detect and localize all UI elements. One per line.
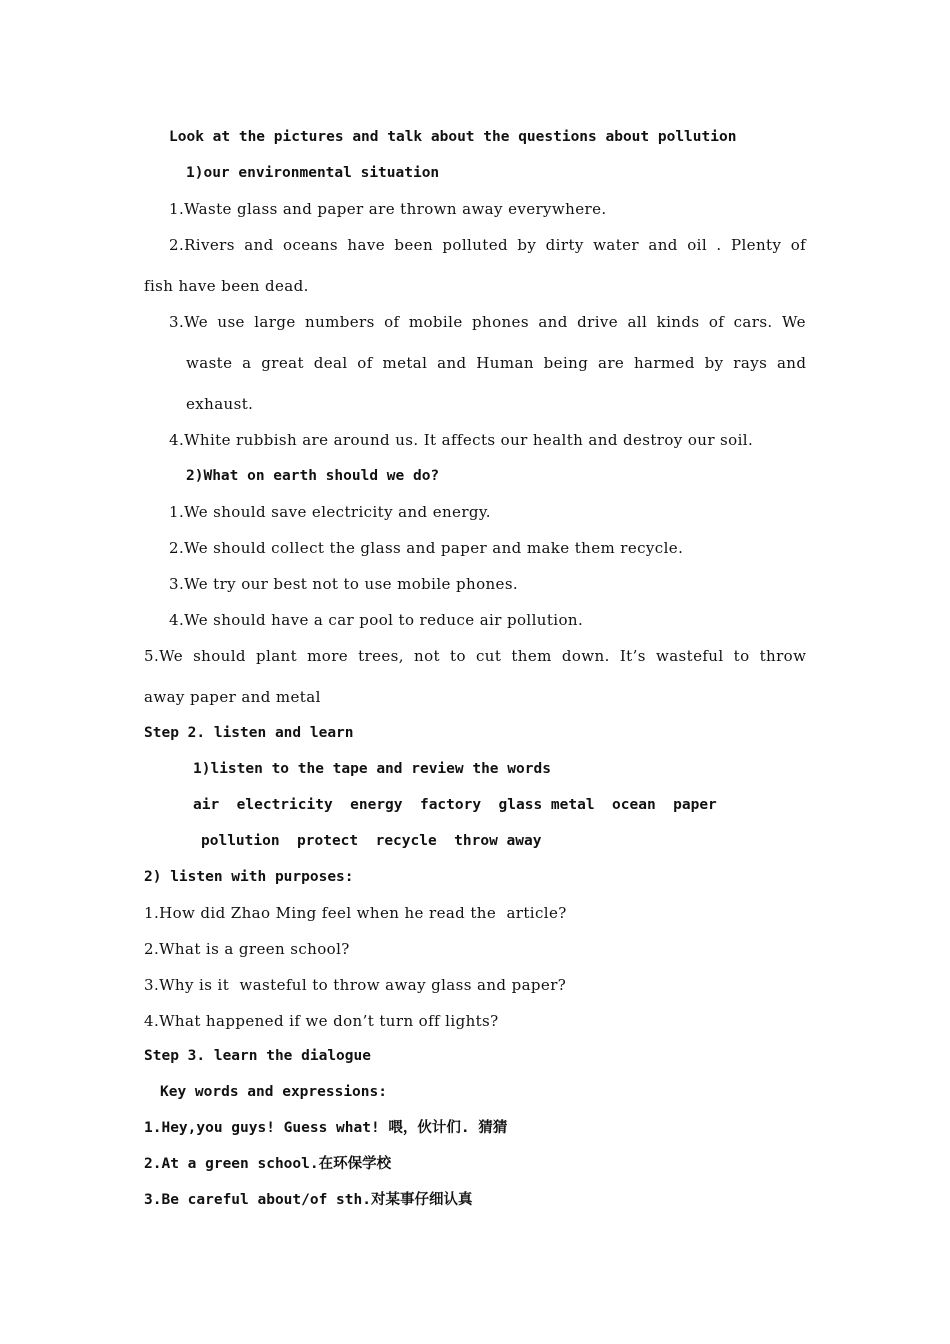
listening-question-3: 3.Why is it wasteful to throw away glass and paper? xyxy=(144,976,567,994)
situation-item-1: 1.Waste glass and paper are thrown away everywhere. xyxy=(169,200,607,218)
action-item-4: 4.We should have a car pool to reduce air pollution. xyxy=(169,611,584,629)
section-heading-situation: 1)our environmental situation xyxy=(186,165,440,181)
action-item-5-line-1: 5.We should plant more trees, not to cut them down. It’s wasteful to throw xyxy=(144,647,807,665)
listening-question-4: 4.What happened if we don’t turn off lights? xyxy=(144,1012,499,1030)
step-2-subheading-review: 1)listen to the tape and review the words xyxy=(193,761,551,777)
action-item-3: 3.We try our best not to use mobile phones. xyxy=(169,575,519,593)
action-item-2: 2.We should collect the glass and paper and make them recycle. xyxy=(169,539,684,557)
situation-item-4: 4.White rubbish are around us. It affects our health and destroy our soil. xyxy=(169,431,754,449)
vocabulary-words-line-2: pollution protect recycle throw away xyxy=(201,833,542,849)
listening-question-1: 1.How did Zhao Ming feel when he read the article? xyxy=(144,904,567,922)
vocabulary-words-line-1: air electricity energy factory glass metal ocean paper xyxy=(193,797,717,813)
step-2-subheading-purposes: 2) listen with purposes: xyxy=(144,869,354,885)
situation-item-3-line-3: exhaust. xyxy=(186,395,254,413)
expression-3: 3.Be careful about/of sth.对某事仔细认真 xyxy=(144,1192,473,1208)
step-3-subheading: Key words and expressions: xyxy=(160,1084,387,1100)
situation-item-2-line-2: fish have been dead. xyxy=(144,277,309,295)
step-3-heading: Step 3. learn the dialogue xyxy=(144,1048,371,1064)
listening-question-2: 2.What is a green school? xyxy=(144,940,350,958)
situation-item-2-line-1: 2.Rivers and oceans have been polluted by dirty water and oil . Plenty of xyxy=(169,236,807,254)
action-item-5-line-2: away paper and metal xyxy=(144,688,321,706)
expression-2: 2.At a green school.在环保学校 xyxy=(144,1156,392,1172)
section-heading-actions: 2)What on earth should we do? xyxy=(186,468,440,484)
action-item-1: 1.We should save electricity and energy. xyxy=(169,503,491,521)
situation-item-3-line-2: waste a great deal of metal and Human being are harmed by rays and xyxy=(186,354,807,372)
intro-text: Look at the pictures and talk about the questions about pollution xyxy=(169,129,737,145)
expression-1: 1.Hey,you guys! Guess what! 喂，伙计们. 猜猜 xyxy=(144,1120,508,1136)
situation-item-3-line-1: 3.We use large numbers of mobile phones and drive all kinds of cars. We xyxy=(169,313,806,331)
step-2-heading: Step 2. listen and learn xyxy=(144,725,354,741)
